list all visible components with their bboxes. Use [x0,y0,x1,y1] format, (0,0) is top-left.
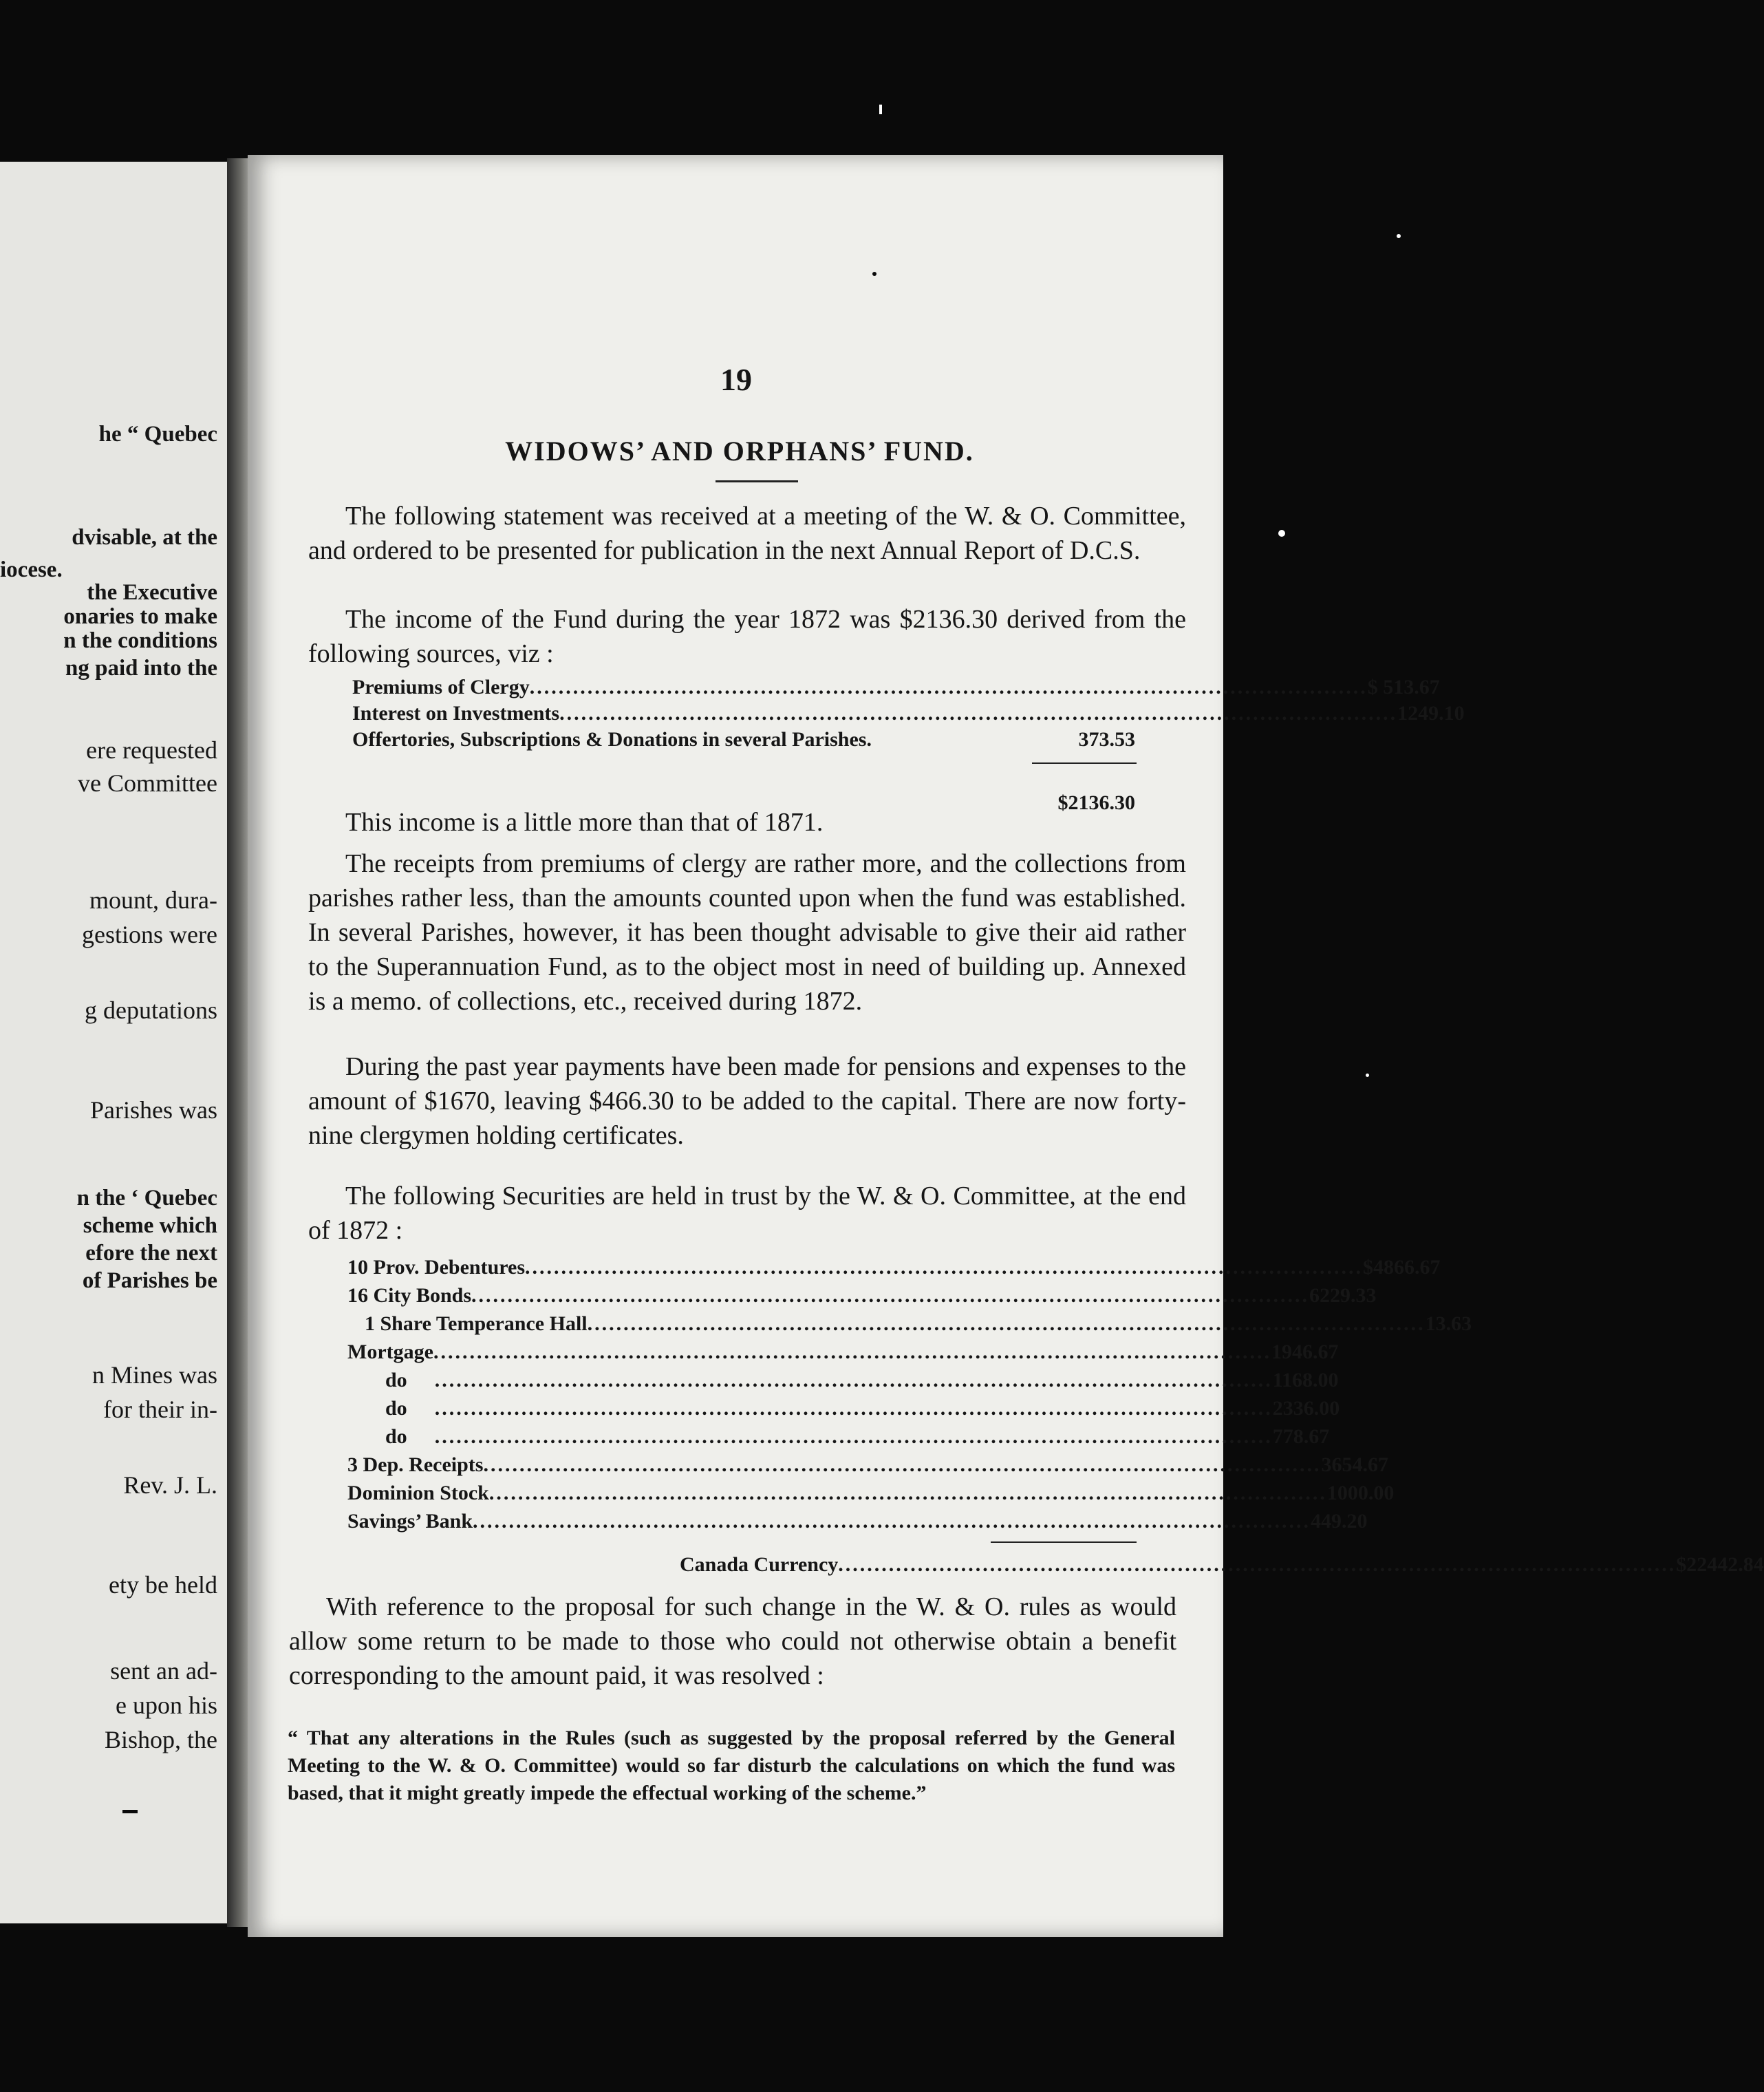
securities-paragraph-text: The following Securities are held in trust by the W. & O. Committee, at the end of 1872 : [308,1182,1186,1245]
security-row [347,1508,1368,1535]
security-label: 1 Share Temperance Hall [365,1312,588,1335]
security-amount: 13.63 [1425,1312,1472,1335]
left-page-line: n the conditions [63,628,217,653]
income-amount: $ 513.67 [1367,676,1440,698]
left-page-line: ng paid into the [65,656,217,681]
resolution-quote: “ That any alterations in the Rules (such as suggested by the proposal referred by the General Meeting to the W. & O. Committee) would so far disturb the calculations on which the fund was based, that it might greatly impede the effectual working of the scheme.” [288,1727,1175,1804]
left-page-fragment [0,162,227,1923]
security-row [385,1367,1339,1394]
security-label: do [385,1369,407,1391]
left-page-line: g deputations [85,996,217,1024]
security-row [347,1480,1395,1506]
income-note-text: This income is a little more than that of 1871. [345,808,824,837]
income-label: Premiums of Clergy [352,676,530,698]
dot-leader: .................................................................................................................... [434,1369,1273,1391]
payments-paragraph-text: During the past year payments have been made for pensions and expenses to the amount of $1670, leaving $466.30 to be added to the capital. There are now forty-nine clergymen holding certificates. [308,1052,1186,1150]
security-amount: 2336.00 [1272,1397,1340,1420]
title-rule [716,480,798,482]
securities-total-amount: $22442.84 [1676,1553,1764,1576]
left-page-line: ere requested [86,736,217,764]
proposal-paragraph-text: With reference to the proposal for such change in the W. & O. rules as would allow some return to be made to those who could not otherwise obtain a benefit corresponding to the amount paid, it was resolved : [289,1592,1176,1690]
left-page-line: the Executive [87,580,217,605]
security-row [347,1339,1339,1365]
left-page-line: Rev. J. L. [123,1471,217,1499]
film-speck [1278,530,1285,537]
income-total-rule [1032,762,1137,764]
security-row [385,1424,1330,1450]
security-label: Dominion Stock [347,1482,489,1504]
security-amount: 6229.33 [1309,1284,1377,1307]
security-row [365,1311,1472,1337]
left-page-line: Parishes was [90,1096,217,1124]
dot-leader: .................................................................................................................... [529,676,1368,698]
security-label: Mortgage [347,1341,433,1363]
security-label: do [385,1425,407,1448]
income-row [352,674,1440,701]
dot-leader: .................................................................................................................... [488,1482,1327,1504]
left-page-line: of Parishes be [82,1268,217,1293]
dot-leader: .................................................................................................................... [473,1510,1311,1533]
income-row [352,727,1135,753]
dot-leader: .................................................................................................................... [434,1425,1273,1448]
left-page-line: scheme which [83,1213,217,1238]
left-page-line: mount, dura- [89,886,217,914]
left-page-line: n Mines was [92,1361,217,1389]
film-speck [1397,234,1401,238]
dot-leader: .................................................................................................................... [838,1553,1677,1576]
intro-paragraph [308,499,1186,568]
security-row [347,1452,1388,1478]
securities-paragraph [308,1179,1186,1248]
dot-leader: .................................................................................................................... [525,1256,1364,1279]
left-page-line: ve Committee [78,769,217,797]
receipts-paragraph [308,846,1186,1018]
payments-paragraph [308,1049,1186,1153]
security-amount: 1168.00 [1272,1369,1339,1391]
left-page-line: he “ Quebec [98,422,217,447]
film-speck [1366,1074,1369,1077]
dot-leader: .................................................................................................................... [433,1341,1271,1363]
left-page-line: n the ‘ Quebec [76,1186,217,1210]
income-paragraph [308,602,1186,671]
security-row [347,1255,1441,1281]
ink-mark [122,1810,138,1813]
security-row [347,1283,1377,1309]
securities-total [680,1552,1764,1578]
left-page-line: ety be held [109,1571,217,1599]
left-page-line: Bishop, the [104,1726,217,1753]
dot-leader [872,727,1079,753]
left-page-line: for their in- [103,1396,217,1423]
dot-leader: .................................................................................................................... [559,702,1398,725]
intro-paragraph-text: The following statement was received at a meeting of the W. & O. Committee, and ordered to be presented for publication in the next Annual Report of D.C.S. [308,502,1186,565]
income-label: Interest on Investments [352,702,560,725]
security-amount: 449.20 [1311,1510,1368,1533]
proposal-paragraph [289,1590,1176,1693]
security-amount: 778.67 [1272,1425,1330,1448]
security-label: 16 City Bonds [347,1284,472,1307]
dot-leader: .................................................................................................................... [587,1312,1426,1335]
security-label: Savings’ Bank [347,1510,473,1533]
left-page-line: iocese. [0,557,63,582]
security-amount: 1000.00 [1326,1482,1395,1504]
receipts-paragraph-text: The receipts from premiums of clergy are rather more, and the collections from parishes rather less, than the amounts counted upon when the fund was established. In several Parishes, however, it has been thought advisable to give their aid rather to the Superannuation Fund, as to the object most in need of building up. Annexed is a memo. of collections, etc., received during 1872. [308,849,1186,1016]
left-page-line: dvisable, at the [72,525,217,550]
income-total-amount: $2136.30 [1057,791,1135,814]
left-page-line: sent an ad- [110,1657,217,1685]
security-row [385,1396,1340,1422]
income-label: Offertories, Subscriptions & Donations in several Parishes. [352,728,872,751]
securities-total-label: Canada Currency [680,1553,839,1576]
securities-total-rule [991,1541,1137,1543]
security-label: do [385,1397,407,1420]
page-number: 19 [720,362,752,397]
dot-leader: .................................................................................................................... [471,1284,1310,1307]
dot-leader: .................................................................................................................... [434,1397,1273,1420]
income-amount: 373.53 [1078,728,1135,751]
income-note-paragraph [308,805,1186,840]
left-page-line: onaries to make [63,604,217,629]
income-amount: 1249.10 [1397,702,1465,725]
film-speck [879,105,882,114]
left-page-line: gestions were [82,921,217,948]
ink-mark [872,272,876,276]
security-amount: $4866.67 [1363,1256,1441,1279]
security-amount: 3654.67 [1321,1453,1388,1476]
security-amount: 1946.67 [1271,1341,1339,1363]
security-label: 3 Dep. Receipts [347,1453,484,1476]
section-title: WIDOWS’ AND ORPHANS’ FUND. [505,436,974,467]
left-page-line: efore the next [85,1241,217,1266]
left-page-line: e upon his [116,1691,217,1719]
income-row [352,701,1465,727]
dot-leader: .................................................................................................................... [483,1453,1322,1476]
security-label: 10 Prov. Debentures [347,1256,526,1279]
income-paragraph-text: The income of the Fund during the year 1872 was $2136.30 derived from the following sources, viz : [308,605,1186,668]
